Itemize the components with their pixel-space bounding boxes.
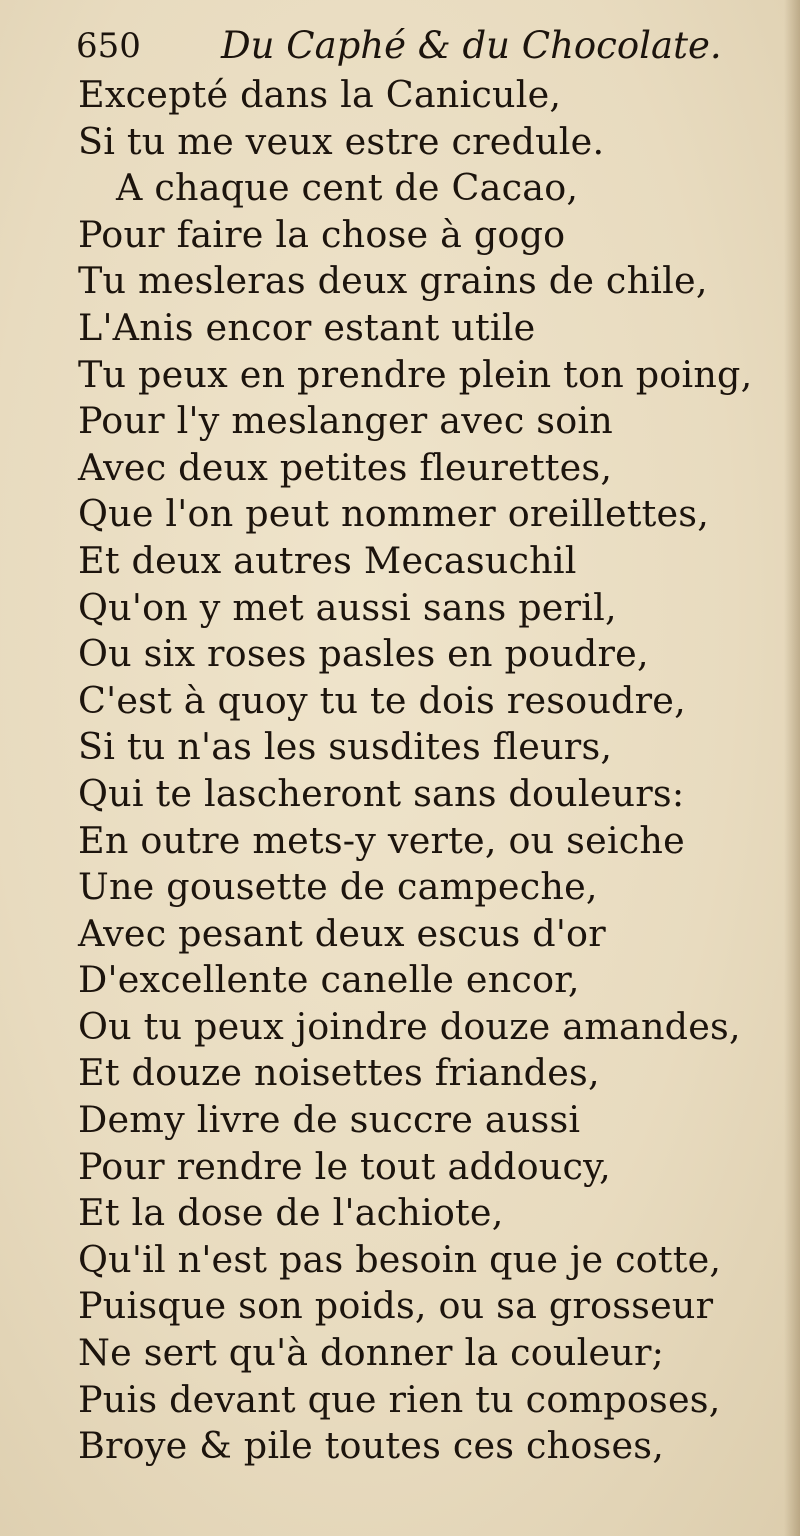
verse-line: Puis devant que rien tu composes, xyxy=(78,1377,721,1421)
verse-line: L'Anis encor estant utile xyxy=(78,305,536,349)
verse-line: Qu'on y met aussi sans peril, xyxy=(78,585,617,629)
verse-line: D'excellente canelle encor, xyxy=(78,958,580,1002)
verse-line: Et la dose de l'achiote, xyxy=(78,1191,504,1235)
verse-line: Ou tu peux joindre douze amandes, xyxy=(78,1004,741,1048)
verse-line: Si tu n'as les susdites fleurs, xyxy=(78,725,613,769)
page-edge-shadow xyxy=(784,0,800,1536)
verse-line: Qu'il n'est pas besoin que je cotte, xyxy=(78,1237,722,1281)
verse-line: En outre mets-y verte, ou seiche xyxy=(78,818,685,862)
verse-line: Ne sert qu'à donner la couleur; xyxy=(78,1331,665,1375)
poem-body xyxy=(78,72,778,1470)
verse-line: Avec deux petites fleurettes, xyxy=(78,445,613,489)
verse-line: Tu peux en prendre plein ton poing, xyxy=(78,352,753,396)
verse-line: Et douze noisettes friandes, xyxy=(78,1051,600,1095)
verse-line: C'est à quoy tu te dois resoudre, xyxy=(78,678,686,722)
verse-line: Si tu me veux estre credule. xyxy=(78,119,605,163)
verse-line: Pour rendre le tout addoucy, xyxy=(78,1144,611,1188)
verse-line: Broye & pile toutes ces choses, xyxy=(78,1424,664,1468)
verse-line: Une gousette de campeche, xyxy=(78,865,598,909)
verse-line: Demy livre de succre aussi xyxy=(78,1098,581,1142)
verse-line: Pour l'y meslanger avec soin xyxy=(78,399,613,443)
verse-line: Qui te lascheront sans douleurs: xyxy=(78,771,685,815)
verse-line: Puisque son poids, ou sa grosseur xyxy=(78,1284,714,1328)
running-head xyxy=(76,20,766,70)
verse-line: Que l'on peut nommer oreillettes, xyxy=(78,492,710,536)
page-number: 650 xyxy=(76,26,141,66)
verse-line: A chaque cent de Cacao, xyxy=(116,166,579,210)
verse-line: Avec pesant deux escus d'or xyxy=(78,911,606,955)
verse-line: Ou six roses pasles en poudre, xyxy=(78,632,649,676)
verse-line: Pour faire la chose à gogo xyxy=(78,212,566,256)
verse-line: Et deux autres Mecasuchil xyxy=(78,538,577,582)
verse-line: Tu mesleras deux grains de chile, xyxy=(78,259,708,303)
verse-line: Excepté dans la Canicule, xyxy=(78,73,562,116)
running-title: Du Caphé & du Chocolate. xyxy=(221,24,722,67)
